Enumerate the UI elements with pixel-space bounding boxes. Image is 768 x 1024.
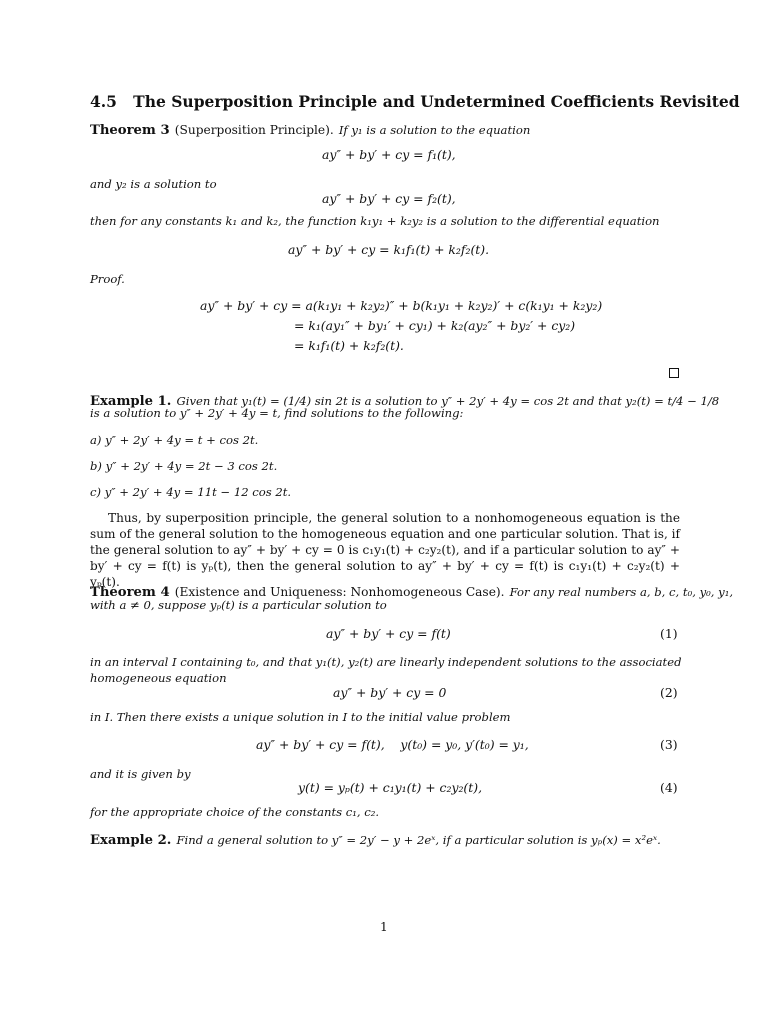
theorem-4-intro: For any real numbers a, b, c, t₀, y₀, y₁,	[509, 585, 734, 599]
superposition-paragraph: Thus, by superposition principle, the general solution to a nonhomogeneous equation is the sum of the general solution to the homogeneous equation and one particular solution. That is, if the general solution to ay″ + by′ + cy = 0 is c₁y₁(t) + c₂y₂(t), and if a particular solution to ay″ + by′ + cy = f(t) is yₚ(t), then the general solution to ay″ + by′ + cy = f(t) is c₁y₁(t) + c₂y₂(t) + yₚ(t).	[90, 511, 680, 589]
equation-number-1: (1)	[660, 626, 678, 641]
theorem-4-equation-3: ay″ + by′ + cy = f(t), y(t₀) = y₀, y′(t₀) = y₁,	[256, 737, 529, 752]
theorem-4-intro-2: with a ≠ 0, suppose yₚ(t) is a particular solution to	[90, 598, 387, 612]
proof-line-3: = k₁f₁(t) + k₂f₂(t).	[294, 338, 404, 353]
theorem-3-equation-2: ay″ + by′ + cy = f₂(t),	[322, 191, 456, 206]
section-heading	[90, 92, 740, 111]
theorem-4-text-1b: homogeneous equation	[90, 671, 227, 685]
theorem-3-label: Theorem 3	[90, 123, 170, 138]
example-1-item-c: c) y″ + 2y′ + 4y = 11t − 12 cos 2t.	[90, 485, 292, 499]
proof-line-1	[200, 298, 602, 313]
theorem-4-label: Theorem 4	[90, 585, 170, 600]
theorem-3-name: (Superposition Principle).	[174, 123, 334, 137]
theorem-3-intro: If y₁ is a solution to the equation	[338, 123, 531, 137]
proof-label: Proof.	[90, 272, 125, 286]
theorem-3-equation-3: ay″ + by′ + cy = k₁f₁(t) + k₂f₂(t).	[288, 242, 490, 257]
proof-line-1-rhs: = a(k₁y₁ + k₂y₂)″ + b(k₁y₁ + k₂y₂)′ + c(k₁y₁ + k₂y₂)	[291, 298, 603, 313]
theorem-4-equation-4: y(t) = yₚ(t) + c₁y₁(t) + c₂y₂(t),	[298, 780, 483, 795]
example-1-label: Example 1.	[90, 394, 172, 409]
equation-number-3: (3)	[660, 737, 678, 752]
theorem-4-text-2: in I. Then there exists a unique solution in I to the initial value problem	[90, 710, 511, 724]
section-title: The Superposition Principle and Undetermined Coefficients Revisited	[133, 92, 740, 111]
example-1-item-b: b) y″ + 2y′ + 4y = 2t − 3 cos 2t.	[90, 459, 278, 473]
example-2	[90, 829, 661, 848]
theorem-4-equation-2: ay″ + by′ + cy = 0	[333, 685, 447, 700]
proof-line-1-lhs: ay″ + by′ + cy	[200, 298, 288, 313]
theorem-4-equation-1: ay″ + by′ + cy = f(t)	[326, 626, 451, 641]
example-2-text: Find a general solution to y″ = 2y′ − y + 2eˣ, if a particular solution is yₚ(x) = x²eˣ.	[176, 833, 661, 847]
theorem-4-conclusion: for the appropriate choice of the constants c₁, c₂.	[90, 805, 380, 819]
example-1-text-1: Given that y₁(t) = (1/4) sin 2t is a solution to y″ + 2y′ + 4y = cos 2t and that y₂(t) = t/4 − 1/8	[176, 394, 720, 408]
theorem-4-text-3: and it is given by	[90, 767, 191, 781]
theorem-3-conclusion: then for any constants k₁ and k₂, the function k₁y₁ + k₂y₂ is a solution to the differential equation	[90, 214, 660, 228]
example-2-label: Example 2.	[90, 833, 172, 848]
section-number: 4.5	[90, 92, 117, 111]
example-1-text-2: is a solution to y″ + 2y′ + 4y = t, find solutions to the following:	[90, 406, 464, 420]
proof-line-2: = k₁(ay₁″ + by₁′ + cy₁) + k₂(ay₂″ + by₂′ + cy₂)	[294, 318, 576, 333]
theorem-3-mid-text: and y₂ is a solution to	[90, 177, 217, 191]
theorem-4-text-1: in an interval I containing t₀, and that y₁(t), y₂(t) are linearly independent solutions to the associated	[90, 655, 682, 669]
example-1-item-a: a) y″ + 2y′ + 4y = t + cos 2t.	[90, 433, 259, 447]
page-number: 1	[380, 920, 388, 934]
theorem-3-header	[90, 119, 530, 138]
qed-square-icon	[669, 368, 679, 378]
theorem-4-name: (Existence and Uniqueness: Nonhomogeneous Case).	[174, 585, 505, 599]
equation-number-2: (2)	[660, 685, 678, 700]
equation-number-4: (4)	[660, 780, 678, 795]
theorem-3-equation-1: ay″ + by′ + cy = f₁(t),	[322, 147, 456, 162]
